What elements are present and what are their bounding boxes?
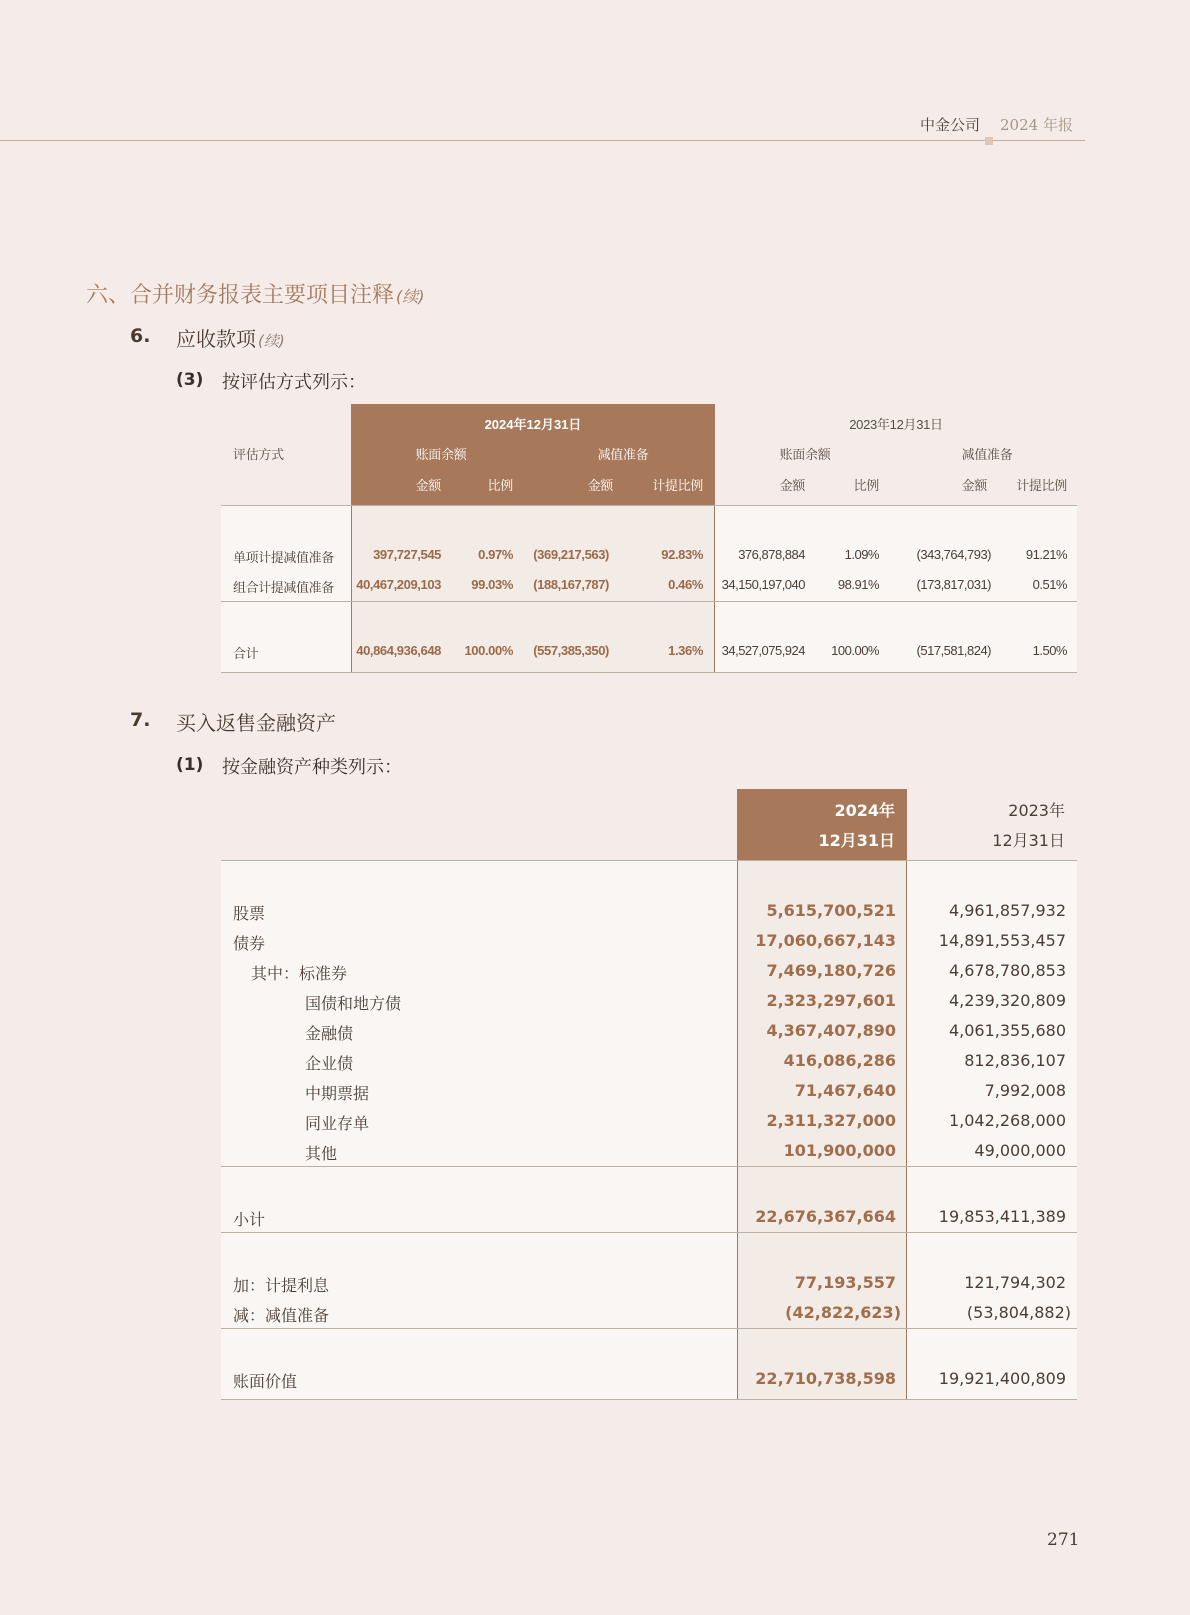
cell-provision-2024: 92.83%: [661, 547, 703, 562]
amount-2024-header: 金额: [587, 478, 613, 493]
row-label-others: 其他: [305, 1144, 338, 1163]
cell-ratio-2024: 100.00%: [464, 643, 513, 658]
note7-item-number: (1): [176, 755, 204, 775]
section-cont: (续): [396, 287, 425, 306]
header-2024-year: 2024年: [834, 801, 895, 820]
cell-ratio-2024: 99.03%: [471, 577, 513, 592]
bottom-rule: [221, 672, 1077, 673]
cell-2023: 4,061,355,680: [948, 1021, 1066, 1040]
header-report-year: 2024 年报: [1000, 116, 1073, 134]
row-label-gov-bonds: 国债和地方债: [305, 994, 402, 1013]
cell-amount-2024: 40,467,209,103: [356, 577, 441, 592]
col-method-header: 评估方式: [233, 447, 284, 462]
row-label-financial-bonds: 金融债: [305, 1024, 354, 1043]
row-label-subtotal: 小计: [233, 1210, 266, 1229]
cell-impairment-2024: (557,385,350): [533, 643, 609, 658]
impairment-2024-header: 减值准备: [597, 447, 649, 462]
section-title: 六、合并财务报表主要项目注释 (续): [86, 283, 425, 308]
row-rule: [221, 1328, 1077, 1329]
note6-title: 应收款项 (续): [176, 327, 285, 351]
row-rule: [221, 601, 1077, 602]
cell-2023: 4,239,320,809: [948, 991, 1066, 1010]
cell-impairment-2023: (173,817,031): [916, 577, 991, 592]
cell-provision-2023: 1.50%: [1032, 643, 1067, 658]
note7-item-title: 按金融资产种类列示：: [222, 757, 402, 778]
cell-2023: 812,836,107: [964, 1051, 1066, 1070]
header-rule: [221, 505, 1077, 506]
header-2023-year: 2023年: [1008, 801, 1065, 820]
row-label-ncd: 同业存单: [305, 1114, 370, 1133]
cell-2024: 2,323,297,601: [766, 991, 896, 1010]
row-label: 合计: [233, 646, 259, 661]
cell-2023: 7,992,008: [984, 1081, 1066, 1100]
cell-amount-2024: 40,864,936,648: [356, 643, 441, 658]
cell-2024: 22,710,738,598: [755, 1369, 896, 1388]
cell-provision-2023: 91.21%: [1025, 547, 1067, 562]
cell-amount-2023: 34,527,075,924: [721, 643, 805, 658]
cell-impairment-2024: (188,167,787): [533, 577, 609, 592]
amount-2024-header: 金额: [415, 478, 441, 493]
amount-2023-header: 金额: [779, 478, 805, 493]
row-label-standard-bonds: 其中：标准券: [251, 964, 348, 983]
header-company: 中金公司: [920, 116, 981, 134]
cell-2024: 22,676,367,664: [755, 1207, 896, 1226]
period-2023-header: 2023年12月31日: [849, 417, 943, 432]
cell-amount-2023: 376,878,884: [738, 547, 805, 562]
cell-2023: 1,042,268,000: [948, 1111, 1066, 1130]
cell-impairment-2023: (517,581,824): [916, 643, 991, 658]
row-label-interest: 加：计提利息: [233, 1276, 330, 1295]
cell-provision-2024: 0.46%: [668, 577, 703, 592]
header-2023-date: 12月31日: [992, 831, 1065, 850]
cell-2024: 101,900,000: [783, 1141, 896, 1160]
header-rule: [0, 140, 1085, 141]
ratio-2023-header: 比例: [853, 478, 879, 493]
cell-2024: (42,822,623): [785, 1303, 901, 1322]
page-number: 271: [1047, 1530, 1080, 1550]
book-balance-2024-header: 账面余额: [415, 447, 467, 462]
cell-2024: 416,086,286: [783, 1051, 896, 1070]
row-label-book-value: 账面价值: [233, 1372, 298, 1391]
cell-2023: 4,678,780,853: [948, 961, 1066, 980]
note7-number: 7.: [130, 709, 151, 731]
header-2024-date: 12月31日: [818, 831, 895, 850]
note7-title: 买入返售金融资产: [176, 711, 336, 735]
cell-ratio-2023: 98.91%: [837, 577, 879, 592]
row-label-corporate-bonds: 企业债: [305, 1054, 354, 1073]
cell-ratio-2024: 0.97%: [478, 547, 513, 562]
cell-2024: 17,060,667,143: [755, 931, 896, 950]
cell-2023: 121,794,302: [964, 1273, 1066, 1292]
cell-2024: 4,367,407,890: [766, 1021, 896, 1040]
cell-2024: 7,469,180,726: [766, 961, 896, 980]
cell-2024: 77,193,557: [794, 1273, 896, 1292]
cell-2024: 2,311,327,000: [766, 1111, 896, 1130]
note6-item-number: (3): [176, 370, 204, 390]
cell-2023: 19,921,400,809: [938, 1369, 1066, 1388]
cell-amount-2023: 34,150,197,040: [721, 577, 805, 592]
cell-2024: 5,615,700,521: [766, 901, 896, 920]
provision-ratio-2024-header: 计提比例: [652, 478, 703, 493]
row-label: 组合计提减值准备: [233, 580, 334, 595]
cell-impairment-2024: (369,217,563): [533, 547, 609, 562]
row-label: 单项计提减值准备: [233, 550, 334, 565]
row-label-stocks: 股票: [233, 904, 266, 923]
cell-2024: 71,467,640: [794, 1081, 896, 1100]
period-2024-header: 2024年12月31日: [484, 417, 582, 432]
note6-number: 6.: [130, 325, 151, 347]
note6-item-title: 按评估方式列示：: [222, 372, 366, 393]
row-rule: [221, 1166, 1077, 1167]
row-rule: [221, 1232, 1077, 1233]
cell-2023: (53,804,882): [966, 1303, 1071, 1322]
assessment-method-table: [221, 404, 1077, 673]
cell-amount-2024: 397,727,545: [373, 547, 441, 562]
cell-2023: 14,891,553,457: [938, 931, 1066, 950]
header-rule-mark: [985, 137, 993, 145]
resale-assets-table: [221, 789, 1077, 1400]
cell-2023: 19,853,411,389: [938, 1207, 1066, 1226]
header-rule: [221, 860, 1077, 861]
cell-provision-2023: 0.51%: [1032, 577, 1067, 592]
row-label-impairment: 减：减值准备: [233, 1306, 330, 1325]
cell-2023: 4,961,857,932: [948, 901, 1066, 920]
amount-2023-header: 金额: [961, 478, 987, 493]
cell-ratio-2023: 1.09%: [844, 547, 879, 562]
row-label-bonds: 债券: [233, 934, 266, 953]
book-balance-2023-header: 账面余额: [779, 447, 831, 462]
row-label-mtn: 中期票据: [305, 1084, 370, 1103]
cell-2023: 49,000,000: [974, 1141, 1066, 1160]
cell-ratio-2023: 100.00%: [831, 643, 879, 658]
provision-ratio-2023-header: 计提比例: [1016, 478, 1067, 493]
ratio-2024-header: 比例: [487, 478, 513, 493]
bottom-rule: [221, 1399, 1077, 1400]
note6-cont: (续): [258, 332, 285, 350]
cell-provision-2024: 1.36%: [668, 643, 703, 658]
cell-impairment-2023: (343,764,793): [916, 547, 991, 562]
impairment-2023-header: 减值准备: [961, 447, 1013, 462]
